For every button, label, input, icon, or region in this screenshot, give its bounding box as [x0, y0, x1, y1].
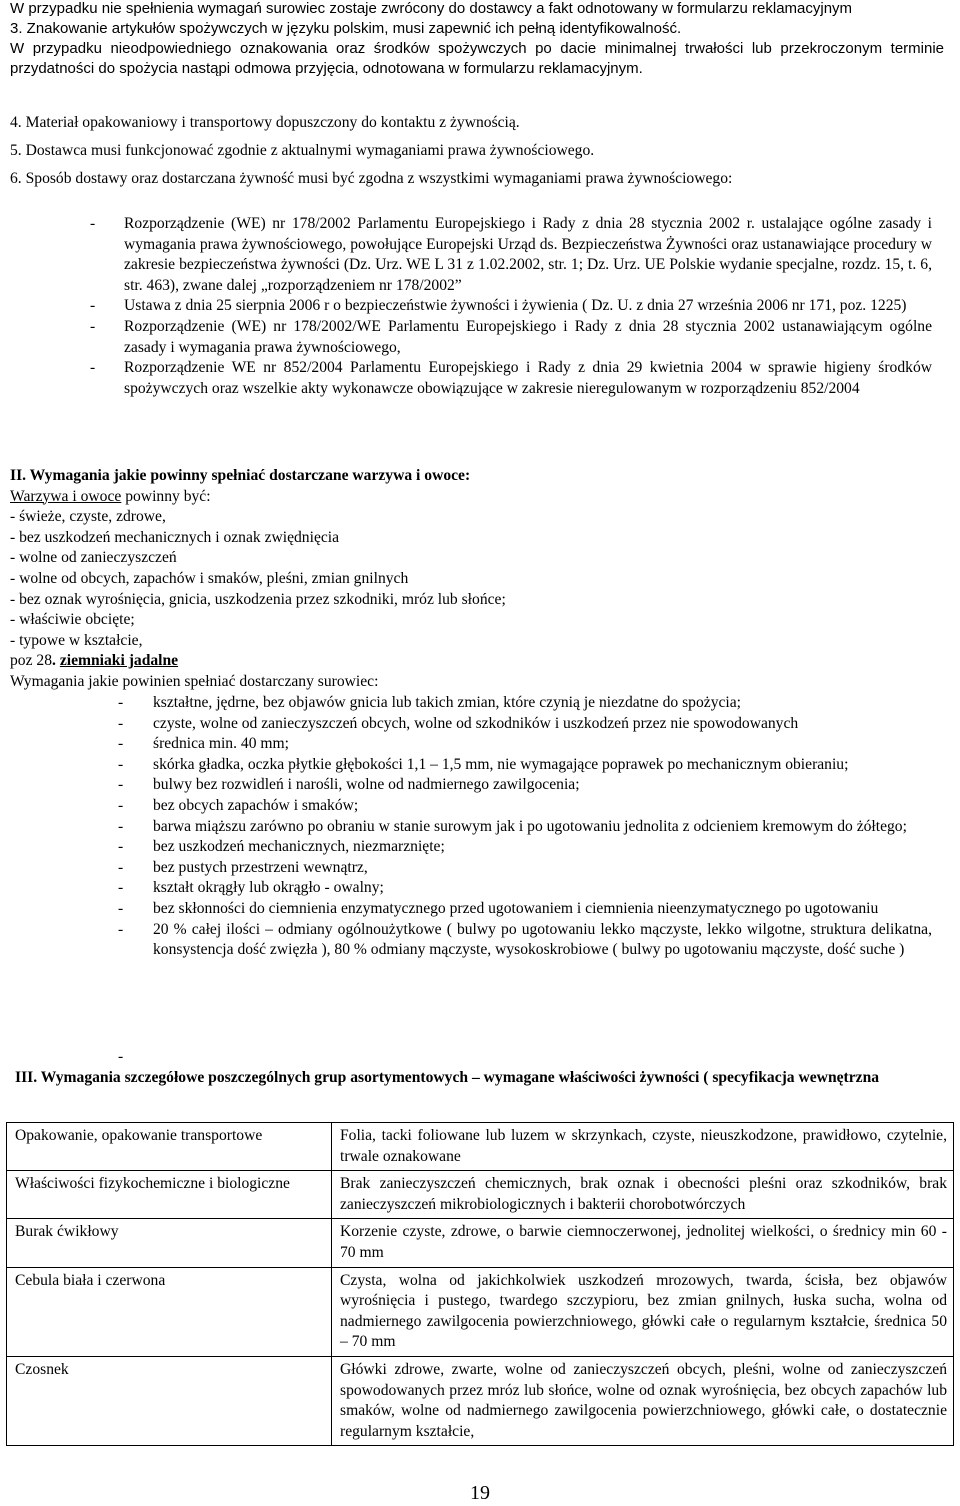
- section-2-title: Wymagania jakie powinny spełniać dostarczane warzywa i owoce:: [29, 467, 471, 484]
- spec-row: [7, 1219, 954, 1267]
- item-6: 6. Sposób dostawy oraz dostarczana żywność musi być zgodna z wszystkimi wymaganiami prawa żywnościowego:: [10, 170, 733, 188]
- poz-28-line: [10, 651, 960, 672]
- page-number: 19: [470, 1482, 490, 1504]
- section-2: [0, 466, 960, 693]
- fv-item: - typowe w kształcie,: [10, 631, 143, 649]
- requirement-item: - bulwy bez rozwidleń i narośli, wolne od nadmiernego zawilgocenia;: [0, 775, 960, 796]
- requirement-item: - kształtne, jędrne, bez objawów gnicia lub takich zmian, które czynią je niezdatne do spożycia;: [0, 693, 960, 714]
- spec-product-name: Cebula biała i czerwona: [7, 1267, 332, 1356]
- spec-product-name: Czosnek: [7, 1356, 332, 1445]
- poz-prefix: poz 28: [10, 652, 53, 670]
- requirement-item: - kształt okrągły lub okrągło - owalny;: [0, 878, 960, 899]
- requirement-item: - średnica min. 40 mm;: [0, 734, 960, 755]
- labeling-item-3: 3. Znakowanie artykułów spożywczych w języku polskim, musi zapewnić ich pełną identyfikowalność.: [10, 20, 682, 37]
- spec-row: [7, 1356, 954, 1445]
- fv-item: - właściwie obcięte;: [10, 611, 135, 629]
- section-2-intro: [10, 487, 960, 508]
- spec-row: [7, 1123, 954, 1171]
- requirement-item: - czyste, wolne od zanieczyszczeń obcych, wolne od szkodników i uszkodzeń przez nie spowodowanych: [0, 714, 960, 735]
- spec-description: Korzenie czyste, zdrowe, o barwie ciemnoczerwonej, jednolitej wielkości, o średnicy min 60 - 70 mm: [332, 1219, 954, 1267]
- fv-item: - wolne od zanieczyszczeń: [10, 549, 177, 567]
- top-section: [0, 0, 960, 79]
- section-3-heading: III. Wymagania szczegółowe poszczególnych grup asortymentowych – wymagane właściwości żywności ( specyfikacja wewnętrzna: [15, 1069, 880, 1086]
- regulations-list: [0, 214, 960, 399]
- specification-table: [6, 1122, 954, 1446]
- requirement-item: - barwa miąższu zarówno po obraniu w stanie surowym jak i po ugotowaniu jednolita z odcieniem kremowym do żółtego;: [0, 817, 960, 838]
- requirement-item: - bez uszkodzeń mechanicznych, niezmarznięte;: [0, 837, 960, 858]
- fv-item: - bez uszkodzeń mechanicznych i oznak zwiędnięcia: [10, 528, 340, 546]
- spec-description: Brak zanieczyszczeń chemicznych, brak oznak i obecności pleśni oraz szkodników, brak zanieczyszczeń mikrobiologicznych i bakterii chorobotwórczych: [332, 1171, 954, 1219]
- poz-dot: .: [52, 652, 56, 670]
- requirement-item: - bez pustych przestrzeni wewnątrz,: [0, 858, 960, 879]
- fv-item: - bez oznak wyrośnięcia, gnicia, uszkodzenia przez szkodniki, mróz lub słońce;: [10, 590, 506, 608]
- item-5: 5. Dostawca musi funkcjonować zgodnie z aktualnymi wymaganiami prawa żywnościowego.: [10, 141, 595, 159]
- spec-description: Czysta, wolna od jakichkolwiek uszkodzeń mrozowych, twarda, ścisła, bez objawów wyrośnięcia i pustego, twardego szczypioru, bez zmian gnilnych, łuska sucha, wolna od nadmiernego zawilgocenia powierzchniowego, główki całe o regularnym kształcie, średnica 50 – 70 mm: [332, 1267, 954, 1356]
- labeling-paragraph: W przypadku nieodpowiedniego oznakowania oraz środków spożywczych po dacie minimalnej trwałości lub przekroczonym terminie przydatności do spożycia nastąpi odmowa przyjęcia, odnotowana w formularzu reklamacyjnym.: [10, 40, 944, 77]
- fv-item: - wolne od obcych, zapachów i smaków, pleśni, zmian gnilnych: [10, 569, 409, 587]
- regulation-item: - Rozporządzenie (WE) nr 178/2002/WE Parlamentu Europejskiego i Rady z dnia 28 stycznia 2002 ustanawiającym ogólne zasady i wymagania prawa żywnościowego,: [0, 317, 960, 358]
- potatoes-label: ziemniaki jadalne: [59, 652, 179, 670]
- spec-product-name: Właściwości fizykochemiczne i biologiczne: [7, 1171, 332, 1219]
- regulation-item: - Ustawa z dnia 25 sierpnia 2006 r o bezpieczeństwie żywności i żywienia ( Dz. U. z dnia 27 września 2006 nr 171, poz. 1225): [0, 296, 960, 317]
- section-2-numeral: II.: [10, 467, 27, 484]
- spec-description: Główki zdrowe, zwarte, wolne od zanieczyszczeń obcych, pleśni, wolne od zanieczyszczeń spowodowanych przez mróz lub słońce, wolne od oznak wyrośnięcia, bez obcych zapachów lub smaków, wolne od nadmiernego zawilgocenia powierzchniowego, główki całe, o dostatecznie regularnym kształcie,: [332, 1356, 954, 1445]
- section-2-heading: [10, 466, 960, 487]
- trailing-dash: -: [118, 1048, 124, 1065]
- return-paragraph: W przypadku nie spełnienia wymagań surowiec zostaje zwrócony do dostawcy a fakt odnotowany w formularzu reklamacyjnym: [10, 0, 853, 17]
- regulation-item: - Rozporządzenie WE nr 852/2004 Parlamentu Europejskiego i Rady z dnia 29 kwietnia 2004 w sprawie higieny środków spożywczych oraz wszelkie akty wykonawcze obowiązujące w zakresie nieregulowanym w rozporządzeniu 852/2004: [0, 358, 960, 399]
- spec-row: [7, 1267, 954, 1356]
- requirements-intro: Wymagania jakie powinien spełniać dostarczany surowiec:: [10, 672, 379, 690]
- spec-product-name: Burak ćwikłowy: [7, 1219, 332, 1267]
- regulation-item: - Rozporządzenie (WE) nr 178/2002 Parlamentu Europejskiego i Rady z dnia 28 stycznia 2002 r. ustalające ogólne zasady i wymagania prawa żywnościowego, powołujące Europejski Urząd ds. Bezpieczeństwa Żywności oraz ustanawiające procedury w zakresie bezpieczeństwa żywności (Dz. Urz. WE L 31 z 1.02.2002, str. 1; Dz. Urz. UE Polskie wydanie specjalne, rozdz. 15, t. 6, str. 463), zwane dalej „rozporządzeniem nr 178/2002”: [0, 214, 960, 296]
- requirement-item: - 20 % całej ilości – odmiany ogólnoużytkowe ( bulwy po ugotowaniu lekko mączyste, lekko wilgotne, struktura delikatna, konsystencja dość zwięzła ), 80 % odmiany mączyste, wysokoskrobiowe ( bulwy po ugotowaniu mączyste, dość suche ): [0, 920, 960, 961]
- requirement-item: - bez obcych zapachów i smaków;: [0, 796, 960, 817]
- spec-product-name: Opakowanie, opakowanie transportowe: [7, 1123, 332, 1171]
- potato-requirements-list: [0, 693, 960, 961]
- items-4-6: [0, 113, 960, 190]
- intro-rest: powinny być:: [121, 487, 211, 505]
- fruits-vegetables-label: Warzywa i owoce: [10, 487, 122, 505]
- spec-description: Folia, tacki foliowane lub luzem w skrzynkach, czyste, nieuszkodzone, prawidłowo, czytelnie, trwale oznakowane: [332, 1123, 954, 1171]
- requirement-item: - bez skłonności do ciemnienia enzymatycznego przed ugotowaniem i ciemnienia nieenzymatycznego po ugotowaniu: [0, 899, 960, 920]
- fv-item: - świeże, czyste, zdrowe,: [10, 508, 166, 526]
- item-4: 4. Materiał opakowaniowy i transportowy dopuszczony do kontaktu z żywnością.: [10, 114, 520, 131]
- requirement-item: - skórka gładka, oczka płytkie głębokości 1,1 – 1,5 mm, nie wymagające poprawek po mechanicznym obieraniu;: [0, 755, 960, 776]
- spec-row: [7, 1171, 954, 1219]
